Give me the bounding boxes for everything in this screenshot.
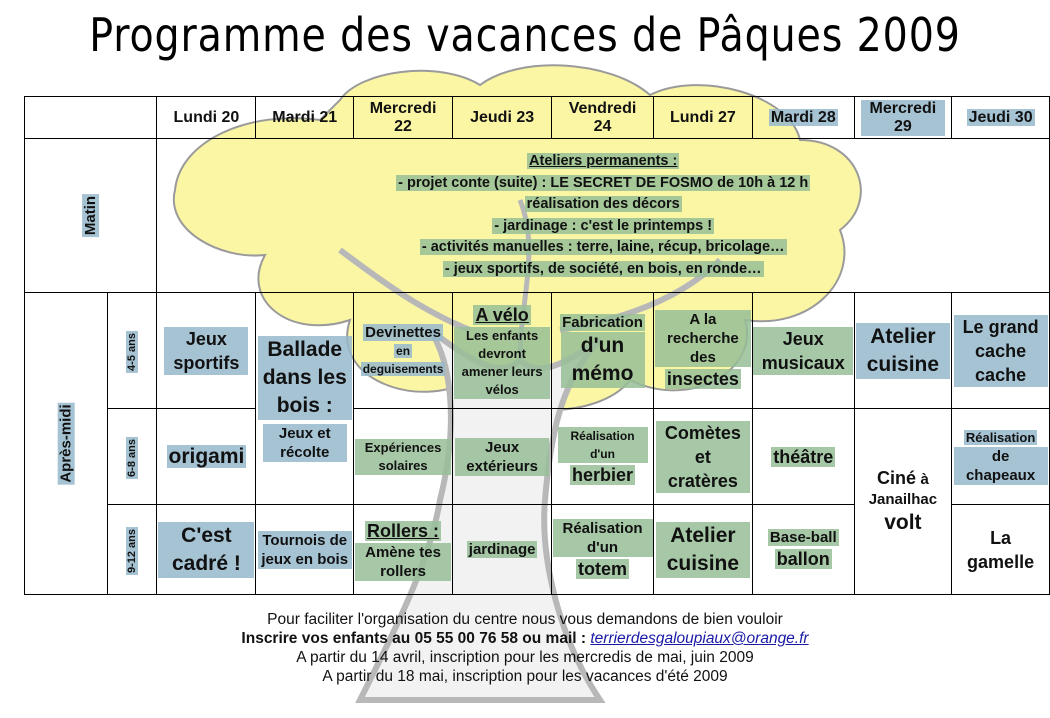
activity-cell: A la recherche des insectes	[653, 293, 752, 409]
day-header: Mardi 28	[752, 97, 854, 139]
footer-contact-line	[0, 629, 1050, 648]
activity-cell: La gamelle	[952, 505, 1050, 595]
activity-cell: Fabrication d'un mémo	[552, 293, 654, 409]
activity-cell: Réalisation d'un totem	[552, 505, 654, 595]
activity-cell: Ciné à Janailhac volt	[854, 409, 952, 595]
matin-label-cell	[25, 139, 157, 293]
day-header: Mardi 21	[256, 97, 354, 139]
activity-cell: A vélo Les enfants devront amener leurs vélos	[453, 293, 552, 409]
row-6-8-ans	[25, 409, 1050, 505]
activity-cell: Jeux sportifs	[157, 293, 256, 409]
day-header: Mercredi 22	[354, 97, 453, 139]
day-header: Jeudi 30	[952, 97, 1050, 139]
activity-cell: Comètes et cratères	[653, 409, 752, 505]
day-header: Lundi 27	[653, 97, 752, 139]
day-header: Lundi 20	[157, 97, 256, 139]
age-cell: 4-5 ans	[108, 293, 157, 409]
activity-cell: Expériences solaires	[354, 409, 453, 505]
matin-line: - projet conte (suite) : LE SECRET DE FOSMO de 10h à 12 h	[398, 174, 809, 191]
activity-cell: Atelier cuisine	[854, 293, 952, 409]
matin-activities	[157, 139, 1050, 293]
matin-line: réalisation des décors	[526, 196, 680, 212]
activity-cell: jardinage	[453, 505, 552, 595]
matin-label: Matin	[82, 195, 100, 235]
footer-line: A partir du 14 avril, inscription pour les mercredis de mai, juin 2009	[296, 649, 754, 666]
page-title: Programme des vacances de Pâques 2009	[89, 8, 961, 62]
activity-cell: Jeux extérieurs	[453, 409, 552, 505]
day-header: Jeudi 23	[453, 97, 552, 139]
activity-cell: Rollers : Amène tes rollers	[354, 505, 453, 595]
apres-midi-label-cell	[25, 293, 108, 595]
activity-cell: Devinettes en deguisements	[354, 293, 453, 409]
activity-cell: Ballade dans les bois : Jeux et récolte	[256, 293, 354, 505]
row-4-5-ans	[25, 293, 1050, 409]
age-cell: 6-8 ans	[108, 409, 157, 505]
activity-cell: Atelier cuisine	[653, 505, 752, 595]
corner-cell	[25, 97, 157, 139]
header-row	[25, 97, 1050, 139]
footer-line: A partir du 18 mai, inscription pour les vacances d'été 2009	[322, 668, 728, 685]
matin-line: - jardinage : c'est le printemps !	[494, 217, 713, 234]
activity-cell: théâtre	[752, 409, 854, 505]
day-header: Vendredi 24	[552, 97, 654, 139]
footer-phone-text: Inscrire vos enfants au 05 55 00 76 58 ou mail :	[241, 630, 587, 647]
activity-cell: Jeux musicaux	[752, 293, 854, 409]
matin-line: - activités manuelles : terre, laine, récup, bricolage…	[421, 239, 785, 255]
apres-midi-label: Après-midi	[57, 403, 75, 483]
activity-cell: Réalisation d'un herbier	[552, 409, 654, 505]
activity-cell: Base-ball ballon	[752, 505, 854, 595]
activity-cell: origami	[157, 409, 256, 505]
activity-cell: Réalisation de chapeaux	[952, 409, 1050, 505]
footer-line: Pour faciliter l'organisation du centre nous vous demandons de bien vouloir	[267, 611, 783, 628]
age-cell: 9-12 ans	[108, 505, 157, 595]
activity-cell: Le grand cache cache	[952, 293, 1050, 409]
activity-cell: C'est cadré !	[157, 505, 256, 595]
matin-heading: Ateliers permanents :	[529, 153, 678, 169]
footer-info	[0, 610, 1050, 686]
matin-row	[25, 139, 1050, 293]
day-header: Mercredi 29	[854, 97, 952, 139]
activity-cell: Tournois de jeux en bois	[256, 505, 354, 595]
matin-line: - jeux sportifs, de société, en bois, en ronde…	[444, 260, 762, 277]
schedule-table	[24, 96, 1050, 595]
email-link[interactable]: terrierdesgaloupiaux@orange.fr	[590, 630, 809, 647]
